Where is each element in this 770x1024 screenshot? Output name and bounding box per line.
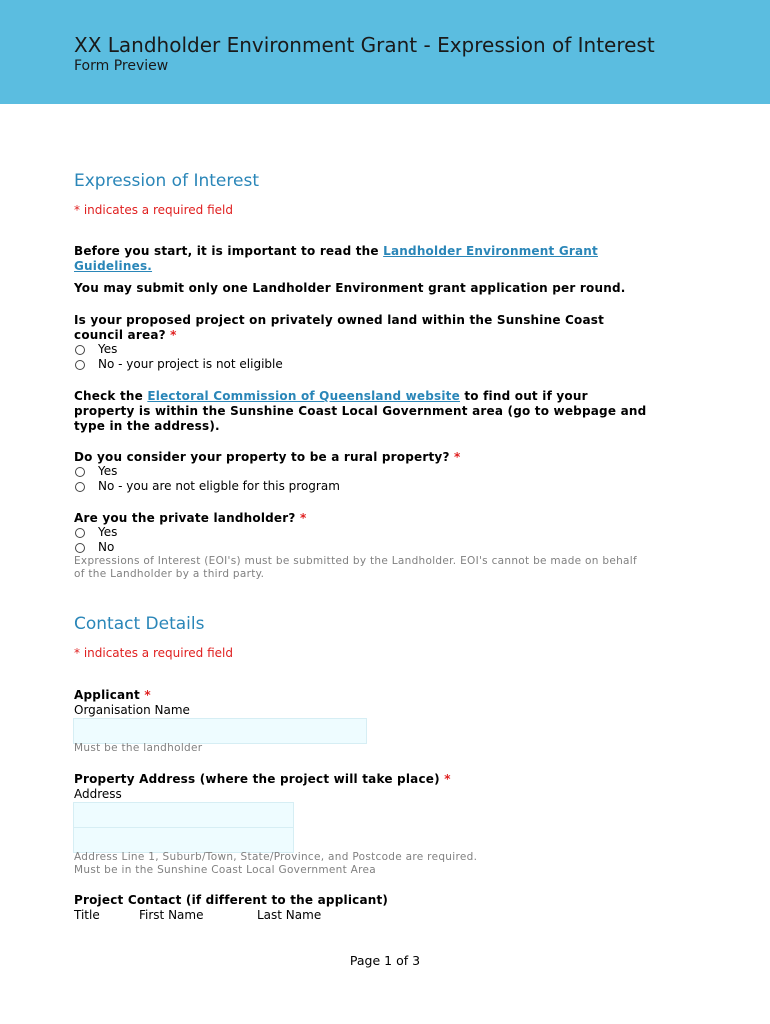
address-sublabel: Address: [74, 787, 122, 801]
contact-section-title: Contact Details: [74, 614, 205, 634]
q1-line2: council area?: [74, 328, 166, 342]
option-label: Yes: [98, 464, 118, 478]
q3-label: [74, 511, 306, 526]
property-address-label: [74, 772, 451, 787]
eoi-section-title: Expression of Interest: [74, 171, 259, 191]
q3-option-no[interactable]: [74, 540, 114, 555]
intro-text: [74, 244, 694, 274]
q3-text: Are you the private landholder?: [74, 511, 296, 525]
name-col-last-name: Last Name: [257, 908, 322, 922]
applicant-label: [74, 688, 151, 703]
guidelines-link-cont[interactable]: Guidelines.: [74, 259, 153, 273]
check-electoral-text: [74, 389, 714, 434]
q1-label: [74, 313, 604, 343]
required-star: *: [444, 772, 451, 786]
q3-help-line1: Expressions of Interest (EOI's) must be submitted by the Landholder. EOI's cannot be made on behalf: [74, 555, 638, 567]
organisation-help-text: Must be the landholder: [74, 742, 203, 754]
form-subtitle: Form Preview: [74, 58, 169, 74]
q3-option-yes[interactable]: [74, 525, 117, 540]
option-label: No - you are not eligble for this program: [98, 479, 340, 493]
q2-option-yes[interactable]: [74, 464, 117, 479]
radio-button[interactable]: [75, 482, 85, 492]
radio-button[interactable]: [75, 345, 85, 355]
one-application-text: You may submit only one Landholder Environment grant application per round.: [74, 281, 626, 295]
organisation-name-label: Organisation Name: [74, 703, 190, 717]
address-help-line2: Must be in the Sunshine Coast Local Government Area: [74, 864, 376, 876]
project-contact-label: Project Contact (if different to the applicant): [74, 893, 389, 907]
required-star: *: [144, 688, 151, 702]
check-line3: type in the address).: [74, 419, 220, 433]
check-suffix: to find out if your: [459, 389, 588, 403]
applicant-text: Applicant: [74, 688, 140, 702]
required-star: *: [299, 511, 307, 525]
option-label: Yes: [98, 525, 118, 539]
form-title: XX Landholder Environment Grant - Expression of Interest: [74, 33, 655, 57]
guidelines-link[interactable]: Landholder Environment Grant: [383, 244, 598, 258]
address-line1-input[interactable]: [73, 802, 294, 828]
q1-option-no[interactable]: [74, 357, 283, 372]
q2-text: Do you consider your property to be a rural property?: [74, 450, 450, 464]
radio-button[interactable]: [75, 528, 85, 538]
option-label: Yes: [98, 342, 118, 356]
check-prefix: Check the: [74, 389, 148, 403]
address-help-line1: Address Line 1, Suburb/Town, State/Province, and Postcode are required.: [74, 851, 478, 863]
name-col-title: Title: [74, 908, 100, 922]
radio-button[interactable]: [75, 360, 85, 370]
option-label: No - your project is not eligible: [98, 357, 283, 371]
q3-help-text: [74, 555, 714, 581]
q1-option-yes[interactable]: [74, 342, 117, 357]
q1-line1: Is your proposed project on privately owned land within the Sunshine Coast: [74, 313, 605, 327]
organisation-name-input[interactable]: [73, 718, 367, 744]
q2-label: [74, 450, 461, 465]
page-number: Page 1 of 3: [349, 953, 421, 968]
electoral-commission-link[interactable]: Electoral Commission of Queensland website: [147, 389, 460, 403]
name-col-first-name: First Name: [139, 908, 204, 922]
address-line2-input[interactable]: [73, 827, 294, 853]
address-help-text: [74, 851, 477, 877]
q2-option-no[interactable]: [74, 479, 340, 494]
form-header: [0, 0, 770, 104]
property-address-text: Property Address (where the project will take place): [74, 772, 440, 786]
radio-button[interactable]: [75, 467, 85, 477]
option-label: No: [98, 540, 115, 554]
required-star: *: [454, 450, 461, 464]
intro-prefix: Before you start, it is important to read the: [74, 244, 384, 258]
required-star: *: [170, 328, 177, 342]
radio-button[interactable]: [75, 543, 85, 553]
required-field-note: * indicates a required field: [74, 203, 233, 217]
required-field-note: * indicates a required field: [74, 646, 233, 660]
q3-help-line2: of the Landholder by a third party.: [74, 568, 265, 580]
check-line2: property is within the Sunshine Coast Local Government area (go to webpage and: [74, 404, 647, 418]
